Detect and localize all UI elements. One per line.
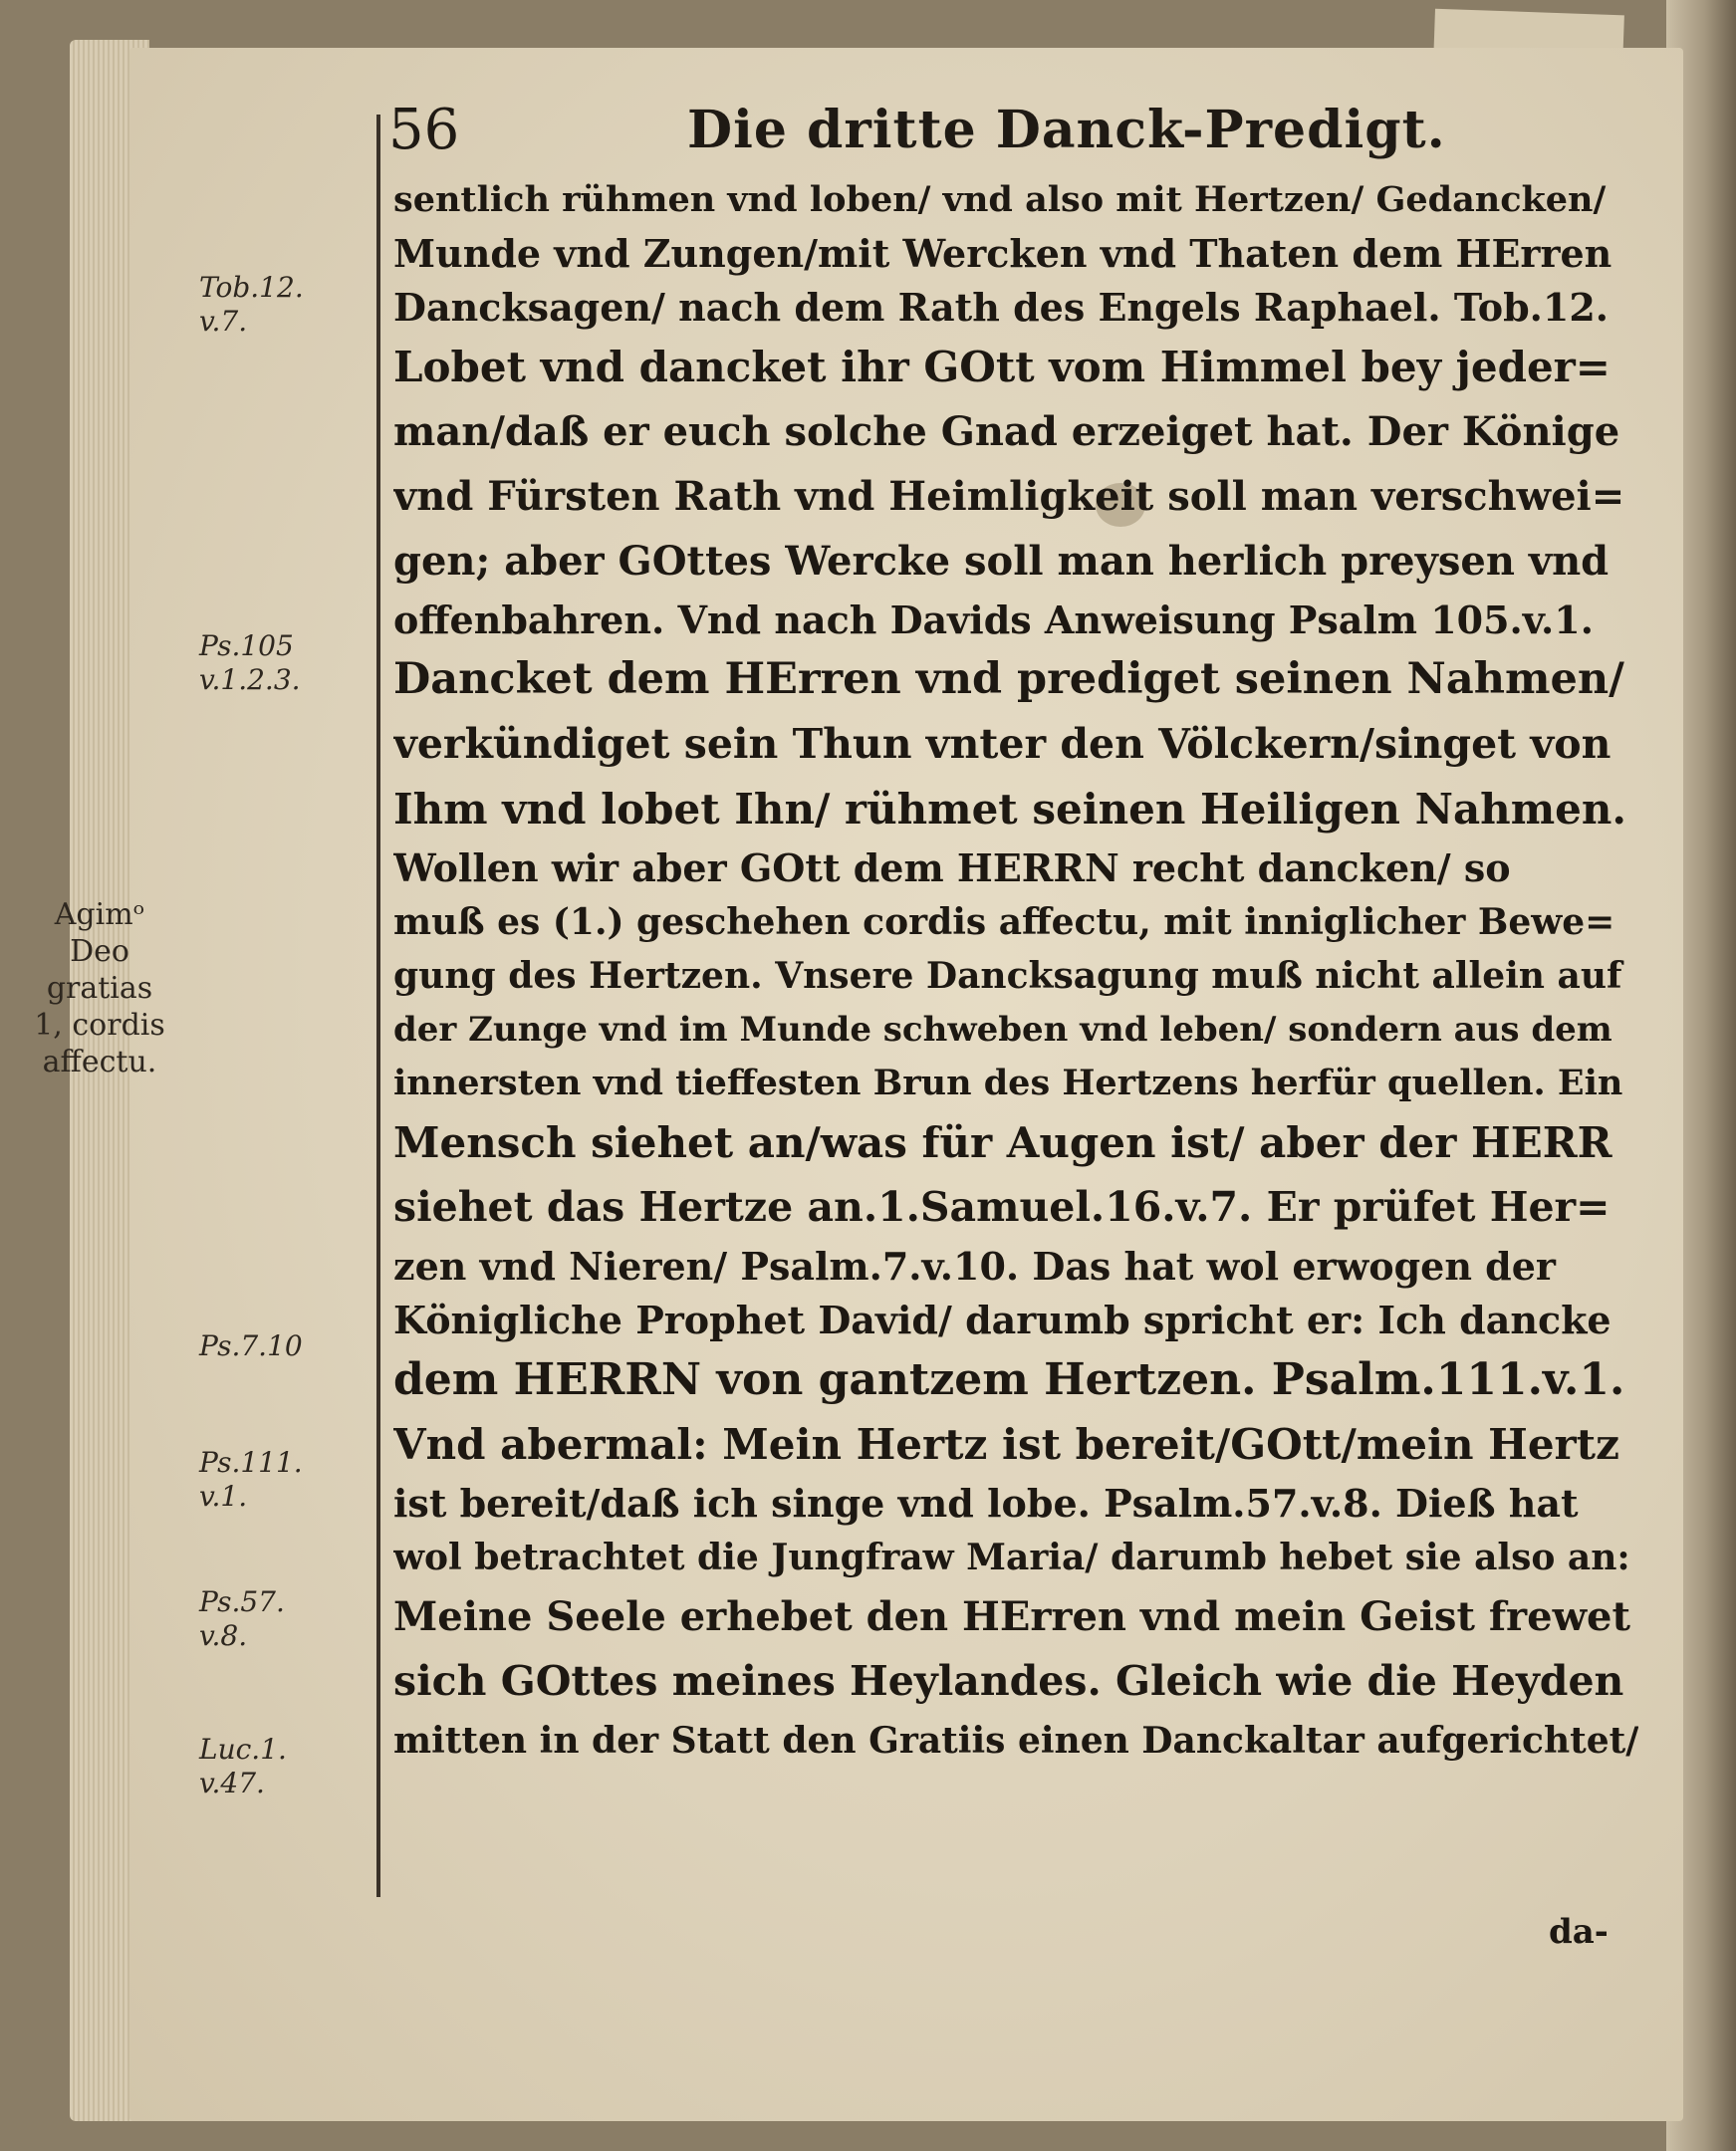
margin-note-line: v.7. [199, 305, 248, 338]
text-line: man/daß er euch solche Gnad erzeiget hat. Der Könige [393, 408, 1620, 455]
text-line: wol betrachtet die Jungfraw Maria/ darumb hebet sie also an: [393, 1537, 1630, 1578]
margin-note-ps57 [199, 1585, 369, 1653]
margin-note-luc [199, 1733, 369, 1800]
text-line: dem HERRN von gantzem Hertzen. Psalm.111.v.1. [393, 1354, 1625, 1405]
text-line: offenbahren. Vnd nach Davids Anweisung Psalm 105.v.1. [393, 598, 1594, 642]
text-line: muß es (1.) geschehen cordis affectu, mit inniglicher Bewe= [393, 901, 1615, 943]
margin-note-line: 1, cordis [34, 1008, 165, 1043]
text-line: mitten in der Statt den Gratiis einen Danckaltar aufgerichtet/ [393, 1720, 1638, 1762]
margin-note-line: v.1.2.3. [199, 663, 301, 696]
margin-note-line: v.8. [199, 1619, 248, 1652]
page-header [388, 92, 1643, 169]
margin-note-tob [199, 271, 369, 339]
text-line: Ihm vnd lobet Ihn/ rühmet seinen Heiligen Nahmen. [393, 785, 1627, 834]
margin-note-line: Ps.57. [199, 1585, 285, 1618]
catchword: da- [1549, 1912, 1609, 1952]
margin-note-line: Ps.7.10 [199, 1329, 303, 1362]
text-line: Lobet vnd dancket ihr GOtt vom Himmel bey jeder= [393, 343, 1611, 391]
page-number: 56 [388, 98, 460, 162]
margin-note-ps7 [199, 1329, 369, 1363]
margin-note-line: v.1. [199, 1480, 248, 1513]
running-title: Die dritte Danck-Predigt. [687, 100, 1446, 160]
text-line: Mensch siehet an/was für Augen ist/ aber der HERR [393, 1118, 1612, 1167]
text-line: zen vnd Nieren/ Psalm.7.v.10. Das hat wol erwogen der [393, 1244, 1556, 1289]
text-line: Dancksagen/ nach dem Rath des Engels Raphael. Tob.12. [393, 285, 1609, 330]
text-line: Vnd abermal: Mein Hertz ist bereit/GOtt/mein Hertz [393, 1420, 1619, 1469]
text-line: Meine Seele erhebet den HErren vnd mein Geist frewet [393, 1593, 1630, 1640]
text-line: sich GOttes meines Heylandes. Gleich wie die Heyden [393, 1657, 1624, 1705]
text-line: Königliche Prophet David/ darumb spricht er: Ich dancke [393, 1298, 1612, 1342]
margin-note-line: Luc.1. [199, 1733, 287, 1766]
text-line: sentlich rühmen vnd loben/ vnd also mit Hertzen/ Gedancken/ [393, 179, 1607, 220]
margin-note-ps105 [199, 629, 369, 697]
text-line: ist bereit/daß ich singe vnd lobe. Psalm.57.v.8. Dieß hat [393, 1481, 1579, 1526]
text-line: gung des Hertzen. Vnsere Dancksagung muß nicht allein auf [393, 955, 1622, 997]
margin-note-line: Ps.111. [199, 1446, 303, 1479]
text-line: Dancket dem HErren vnd prediget seinen Nahmen/ [393, 654, 1624, 704]
text-line: verkündiget sein Thun vnter den Völckern/singet von [393, 720, 1612, 768]
main-text [393, 173, 1638, 1768]
text-line: gen; aber GOttes Wercke soll man herlich preysen vnd [393, 538, 1610, 585]
text-line: vnd Fürsten Rath vnd Heimligkeit soll man verschwei= [393, 473, 1625, 520]
margin-note-ps111 [199, 1446, 369, 1514]
margin-note-line: v.47. [199, 1767, 265, 1799]
margin-note-line: Ps.105 [199, 629, 294, 662]
margin-note-line: gratias [46, 971, 153, 1006]
text-line: siehet das Hertze an.1.Samuel.16.v.7. Er prüfet Her= [393, 1183, 1611, 1231]
margin-note-line: Agimᵒ [54, 897, 145, 932]
text-line: Wollen wir aber GOtt dem HERRN recht dancken/ so [393, 845, 1511, 890]
margin-note-line: affectu. [42, 1045, 157, 1079]
margin-rule [376, 115, 380, 1897]
margin-note-latin [20, 896, 179, 1080]
text-line: Munde vnd Zungen/mit Wercken vnd Thaten dem HErren [393, 231, 1612, 276]
margin-note-line: Deo [70, 934, 129, 969]
text-line: innersten vnd tieffesten Brun des Hertzens herfür quellen. Ein [393, 1063, 1623, 1103]
margin-note-line: Tob.12. [199, 271, 304, 304]
text-line: der Zunge vnd im Munde schweben vnd leben/ sondern aus dem [393, 1010, 1612, 1050]
